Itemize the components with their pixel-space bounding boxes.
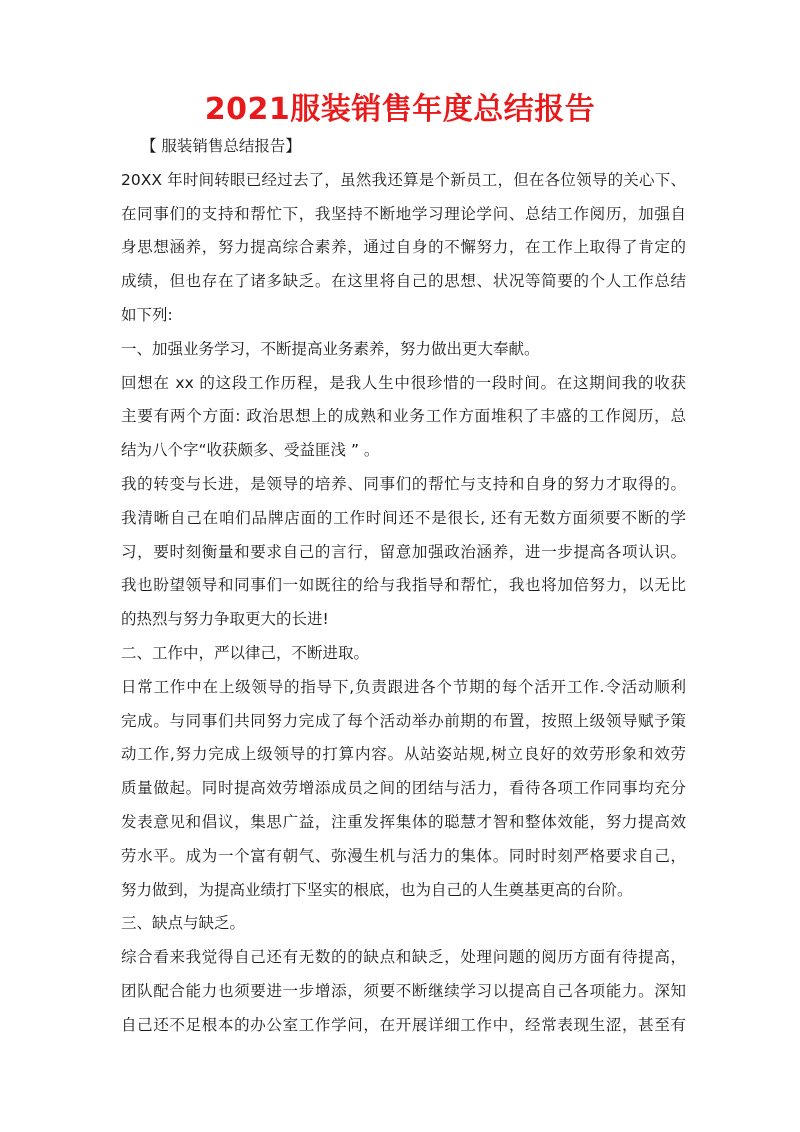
text-line: 我也盼望领导和同事们一如既往的给与我指导和帮忙，我也将加倍努力，以无比 [121,576,686,595]
text-line: 的热烈与努力争取更大的长进! [121,610,329,629]
text-line: 团队配合能力也须要进一步增添，须要不断继续学习以提高自己各项能力。深知 [121,981,686,1000]
text-line: 劳水平。成为一个富有朝气、弥漫生机与活力的集体。同时时刻严格要求自己， [121,846,686,865]
text-line: 三、缺点与缺乏。 [121,914,246,933]
text-line: 我清晰自己在咱们品牌店面的工作时间还不是很长, 还有无数方面须要不断的学 [121,508,686,527]
text-line: 主要有两个方面: 政治思想上的成熟和业务工作方面堆积了丰盛的工作阅历，总 [121,407,686,426]
document-body [121,130,686,1043]
text-line: 质量做起。同时提高效劳增添成员之间的团结与活力，看待各项工作同事均充分 [121,779,686,798]
text-line: 【 服装销售总结报告】 [141,137,301,155]
document-title: 2021服装销售年度总结报告 [204,92,596,127]
text-line: 自己还不足根本的办公室工作学问，在开展详细工作中，经常表现生涩，甚至有 [121,1015,686,1034]
text-line: 如下列: [121,305,173,324]
text-line: 我的转变与长进，是领导的培养、同事们的帮忙与支持和自身的努力才取得的。 [121,474,686,493]
text-line: 努力做到，为提高业绩打下坚实的根底，也为自己的人生奠基更高的台阶。 [121,880,633,899]
text-line: 发表意见和倡议，集思广益，注重发挥集体的聪慧才智和整体效能，努力提高效 [121,812,686,831]
text-line: 结为八个字“收获颇多、受益匪浅 ” 。 [121,441,380,460]
text-line: 一、加强业务学习，不断提高业务素养，努力做出更大奉献。 [121,339,540,358]
text-line: 20XX 年时间转眼已经过去了，虽然我还算是个新员工，但在各位领导的关心下、 [121,170,686,189]
text-line: 身思想涵养，努力提高综合素养，通过自身的不懈努力，在工作上取得了肯定的 [121,238,686,257]
text-line: 二、工作中，严以律己，不断进取。 [121,643,370,662]
text-line: 回想在 xx 的这段工作历程，是我人生中很珍惜的一段时间。在这期间我的收获 [121,373,686,392]
text-line: 在同事们的支持和帮忙下，我坚持不断地学习理论学问、总结工作阅历，加强自 [121,204,686,223]
text-line: 日常工作中在上级领导的指导下,负责跟进各个节期的每个活开工作.令活动顺利 [121,677,686,696]
text-line: 成绩，但也存在了诸多缺乏。在这里将自己的思想、状况等简要的个人工作总结 [121,272,686,291]
text-line: 完成。与同事们共同努力完成了每个活动举办前期的布置，按照上级领导赋予策 [121,711,686,730]
text-line: 习，要时刻衡量和要求自己的言行，留意加强政治涵养，进一步提高各项认识。 [121,542,686,561]
text-line: 综合看来我觉得自己还有无数的的缺点和缺乏，处理问题的阅历方面有待提高， [121,948,686,967]
text-line: 动工作,努力完成上级领导的打算内容。从站姿站规,树立良好的效劳形象和效劳 [121,745,686,764]
